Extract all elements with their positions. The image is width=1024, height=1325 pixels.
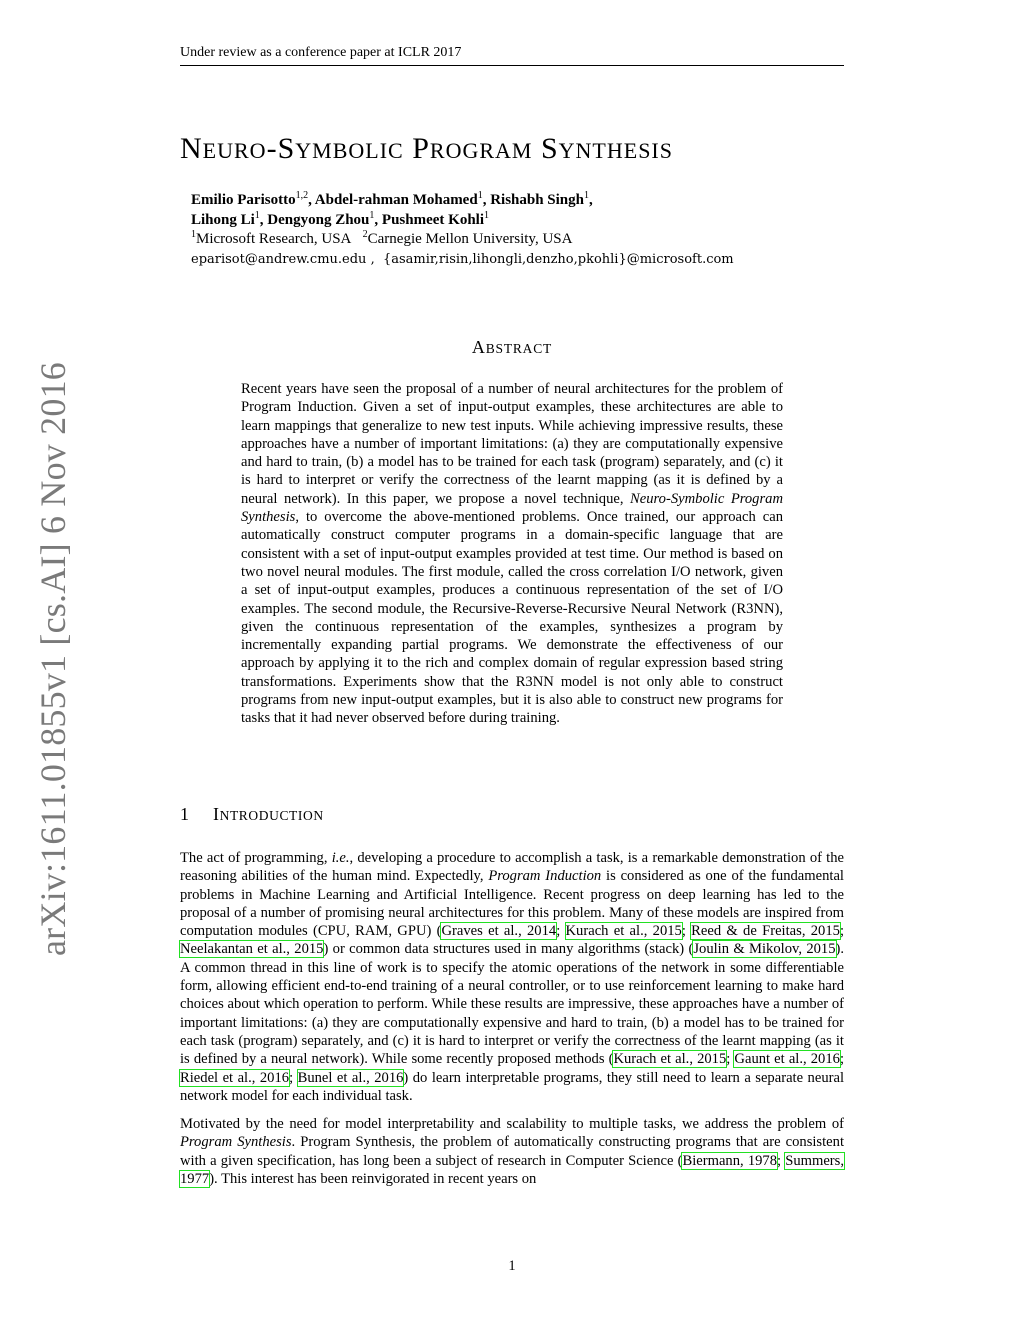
abstract-heading: ABSTRACT bbox=[471, 337, 553, 357]
author-name: Abdel-rahman Mohamed bbox=[314, 192, 478, 208]
author-name: Dengyong Zhou bbox=[267, 211, 370, 228]
intro-paragraph: Motivated by the need for model interpretability and scalability to multiple tasks, we address the problem of Program Synthesis. Program Synthesis, the problem of automatically constructing programs that are consistent with a given specification, has long been a subject of research in Computer Science (Biermann, 1978; Summers, 1977). This interest has been reinvigorated in recent years on bbox=[180, 1116, 845, 1188]
author-name: Pushmeet Kohli bbox=[381, 211, 484, 228]
paper-title: NEURO-SYMBOLIC PROGRAM SYNTHESIS bbox=[180, 132, 673, 165]
introduction-body bbox=[180, 849, 844, 1198]
citation-link[interactable]: Bunel et al., 2016 bbox=[297, 1069, 404, 1086]
email-line: eparisot@andrew.cmu.edu , {asamir,risin,lihongli,denzho,pkohli}@microsoft.com bbox=[191, 251, 734, 267]
citation-link[interactable]: Riedel et al., 2016 bbox=[180, 1069, 290, 1086]
citation-link[interactable]: Graves et al., 2014 bbox=[441, 923, 557, 940]
author-name: Rishabh Singh bbox=[490, 192, 584, 208]
author-block: Emilio Parisotto$^{1,2}$, Abdel-rahman Mohamed$^1$, Rishabh Singh$^1$, Lihong Li$^1$, Dengyong Zhou$^1$, Pushmeet Kohli$^1$ $^1$Microsoft Research, USA $^2$Carnegie Mellon University, USA eparisot@andrew.cmu.edu , {asamir,risin,lihongli,denzho,pkohli}@microsoft.com bbox=[191, 190, 734, 267]
citation-link[interactable]: Kurach et al., 2015 bbox=[613, 1051, 727, 1068]
author-name: Lihong Li bbox=[191, 211, 255, 228]
citation-link[interactable]: Biermann, 1978 bbox=[682, 1152, 778, 1169]
citation-link[interactable]: Gaunt et al., 2016 bbox=[734, 1051, 840, 1068]
running-head: Under review as a conference paper at ICLR 2017 bbox=[180, 44, 844, 66]
abstract-text: Recent years have seen the proposal of a number of neural architectures for the problem of Program Induction. Given a set of input-output examples, these architectures are able to learn mappings that generalize to new test inputs. While achieving impressive results, these approaches have a number of important limitations: (a) they are computationally expensive and hard to train, (b) a model has to be trained for each task (program) separately, and (c) it is hard to interpret or verify the correctness of the learnt mapping (as it is defined by a neural network). In this paper, we propose a novel technique, Neuro-Symbolic Program Synthesis, to overcome the above-mentioned problems. Once trained, our approach can automatically construct computer programs in a domain-specific language that are consistent with a set of input-output examples provided at test time. Our method is based on two novel neural modules. The first module, called the cross correlation I/O network, given a set of input-output examples, produces a continuous representation of the set of I/O examples. The second module, the Recursive-Reverse-Recursive Neural Network (R3NN), given the continuous representation of the examples, synthesizes a program by incrementally expanding partial programs. We demonstrate the effectiveness of our approach by applying it to the rich and complex domain of regular expression based string transformations. Experiments show that the R3NN model is not only able to construct programs from new input-output examples, but it is also able to construct new programs for tasks that it had never observed before during training. bbox=[241, 381, 783, 727]
affiliation-line: $^1$Microsoft Research, USA $^2$Carnegie Mellon University, USA bbox=[191, 229, 573, 247]
citation-link[interactable]: Kurach et al., 2015 bbox=[565, 923, 682, 940]
citation-link[interactable]: Reed & de Freitas, 2015 bbox=[691, 923, 840, 940]
author-name: Emilio Parisotto bbox=[191, 192, 296, 208]
section-heading-introduction: 1 INTRODUCTION bbox=[180, 804, 324, 824]
page-number: 1 bbox=[508, 1258, 516, 1274]
arxiv-side-stamp: arXiv:1611.01855v1 [cs.AI] 6 Nov 2016 bbox=[33, 362, 73, 956]
citation-link[interactable]: Joulin & Mikolov, 2015 bbox=[693, 941, 836, 958]
citation-link[interactable]: Summers, 1977 bbox=[180, 1152, 845, 1188]
citation-link[interactable]: Neelakantan et al., 2015 bbox=[180, 941, 324, 958]
intro-paragraph: The act of programming, i.e., developing a procedure to accomplish a task, is a remarkable demonstration of the reasoning abilities of the human mind. Expectedly, Program Induction is considered as one of the fundamental problems in Machine Learning and Artificial Intelligence. Recent progress on deep learning has led to the proposal of a number of promising neural architectures for this problem. Many of these models are inspired from computation modules (CPU, RAM, GPU) (Graves et al., 2014; Kurach et al., 2015; Reed & de Freitas, 2015; Neelakantan et al., 2015) or common data structures used in many algorithms (stack) (Joulin & Mikolov, 2015). A common thread in this line of work is to specify the atomic operations of the network in some differentiable form, allowing efficient end-to-end training of a neural controller, or to use reinforcement learning to make hard choices about which operation to perform. While these results are impressive, these approaches have a number of important limitations: (a) they are computationally expensive and hard to train, (b) a model has to be trained for each task (program) separately, and (c) it is hard to interpret or verify the correctness of the learnt mapping (as it is defined by a neural network). While some recently proposed methods (Kurach et al., 2015; Gaunt et al., 2016; Riedel et al., 2016; Bunel et al., 2016) do learn interpretable programs, they still need to learn a separate neural network model for each individual task. bbox=[180, 850, 845, 1104]
